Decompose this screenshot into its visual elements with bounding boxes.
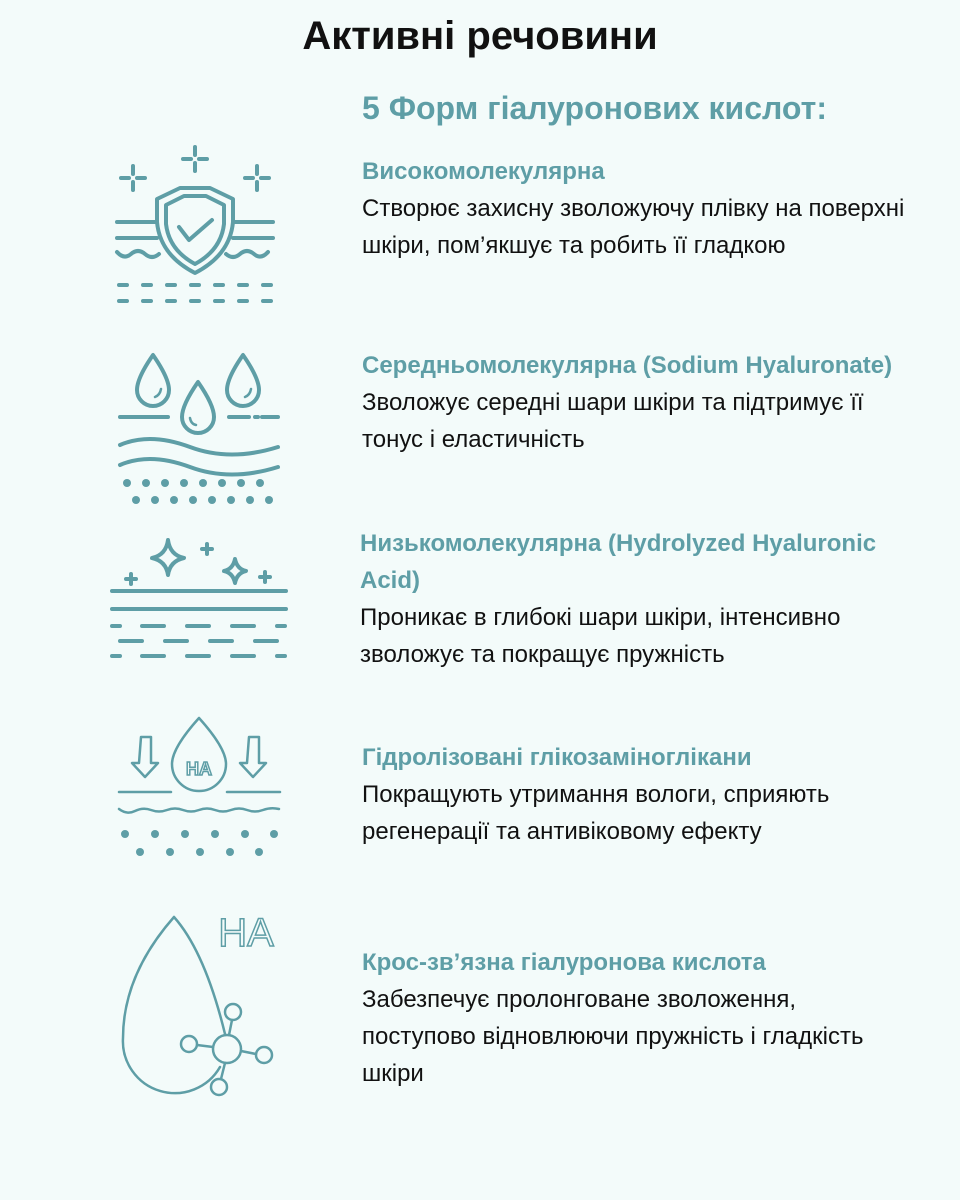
ha-label-small: HA — [186, 759, 212, 779]
item-high-molecular — [362, 153, 907, 264]
item-heading: Крос-зв’язна гіалуронова кислота — [362, 949, 766, 976]
item-text: Створює захисну зволожуючу плівку на поверхні шкіри, пом’якшує та робить її гладкою — [362, 195, 905, 259]
water-drops-skin-icon — [120, 355, 278, 504]
item-heading: Середньомолекулярна (Sodium Hyaluronate) — [362, 352, 893, 379]
item-text: Забезпечує пролонговане зволоження, поступово відновлюючи пружність і гладкість шкіри — [362, 986, 864, 1087]
shield-check-skin-icon — [117, 147, 273, 301]
item-text: Зволожує середні шари шкіри та підтримує її тонус і еластичність — [362, 389, 864, 453]
item-text: Покращують утримання вологи, сприяють регенерації та антивіковому ефекту — [362, 781, 830, 845]
ha-drop-penetration-icon — [119, 718, 280, 856]
item-medium-molecular — [362, 347, 907, 458]
ha-label-large: HA — [218, 911, 274, 955]
item-cross-linked — [362, 944, 907, 1092]
page-title: Активні речовини — [302, 14, 658, 58]
item-heading: Високомолекулярна — [362, 158, 605, 185]
ha-drop-molecule-icon — [123, 911, 274, 1095]
item-heading: Низькомолекулярна (Hydrolyzed Hyaluronic Acid) — [360, 530, 877, 594]
item-text: Проникає в глибокі шари шкіри, інтенсивно зволожує та покращує пружність — [360, 604, 841, 668]
item-low-molecular — [360, 525, 905, 673]
section-subtitle: 5 Форм гіалуронових кислот: — [362, 90, 827, 126]
sparkle-skin-layers-icon — [112, 540, 286, 656]
item-glycosaminoglycans — [362, 739, 907, 850]
item-heading: Гідролізовані глікозаміноглікани — [362, 744, 752, 771]
